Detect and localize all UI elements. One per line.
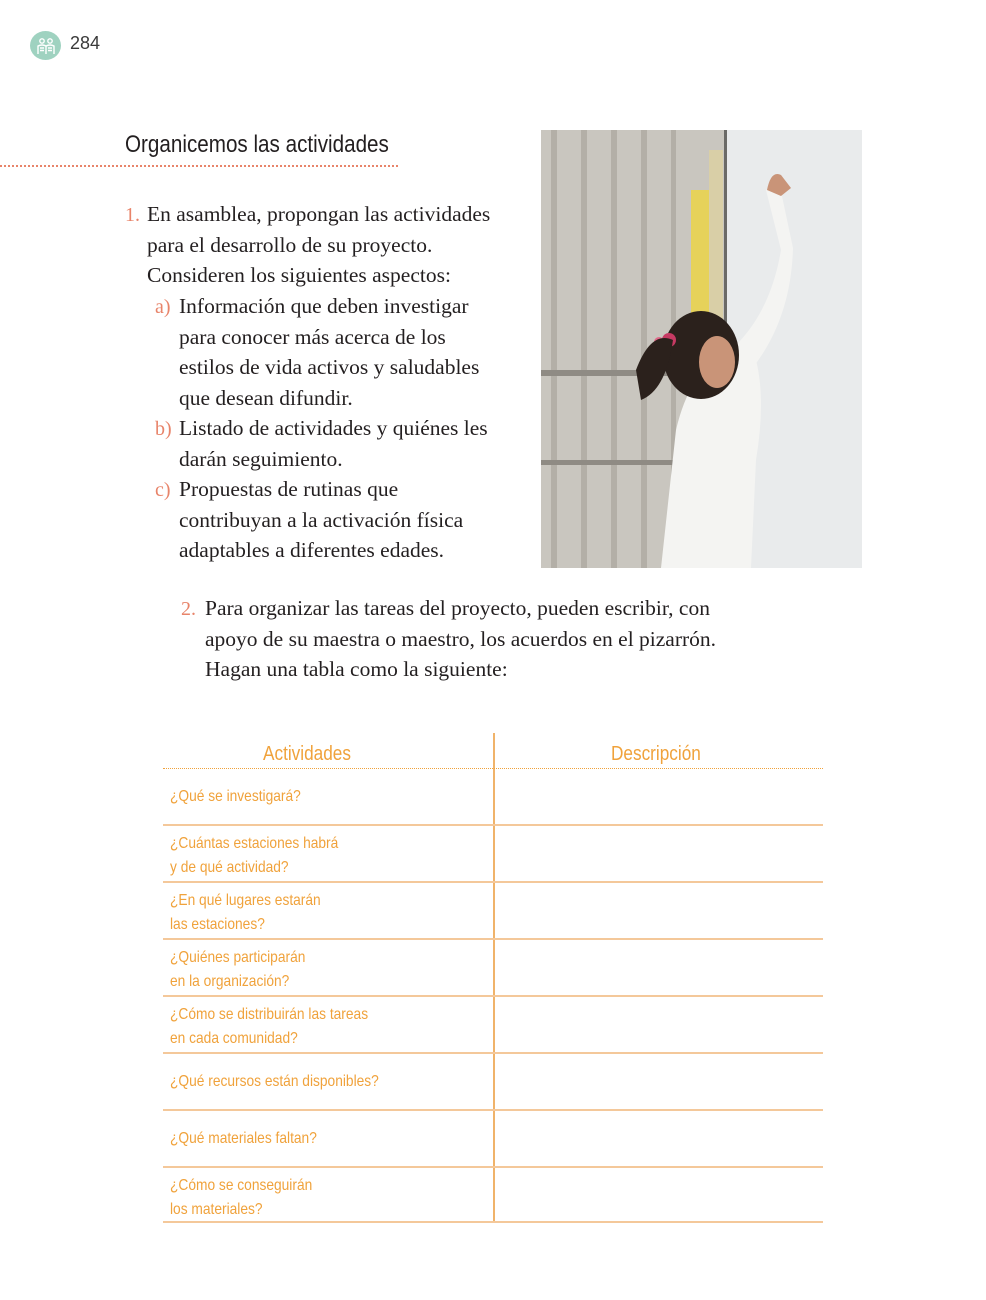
table-cell-activity: ¿Cuántas estaciones habrá y de qué actividad? [170,835,339,876]
instruction-2-line: Hagan una tabla como la siguiente: [205,657,508,682]
table-header-activities: Actividades [263,743,351,765]
reading-people-icon [36,37,56,55]
table-cell-activity: ¿Qué se investigará? [170,788,301,805]
instruction-2-line: Para organizar las tareas del proyecto, pueden escribir, con [205,596,710,620]
table-cell-activity: ¿En qué lugares estarán las estaciones? [170,892,321,933]
instruction-1-line: Consideren los siguientes aspectos: [147,263,451,288]
subitem-c-line: contribuyan a la activación física [179,507,464,532]
subitem-c [155,474,464,566]
table-cell-activity: ¿Quiénes participarán en la organización? [170,949,306,990]
instruction-1-line: En asamblea, propongan las actividades [147,202,491,226]
table-row [163,826,823,883]
table-cell-description[interactable] [495,883,823,938]
instruction-1-number: 1. [125,204,140,226]
subitem-b-line: darán seguimiento. [179,446,343,471]
subitem-c-letter: c) [155,479,171,501]
subitem-a-letter: a) [155,296,171,318]
table-cell-description[interactable] [495,1168,823,1221]
section-title: Organicemos las actividades [125,131,389,158]
table-cell-activity: ¿Qué materiales faltan? [170,1130,317,1147]
subitem-c-line: adaptables a diferentes edades. [179,538,445,563]
table-cell-description[interactable] [495,1054,823,1109]
instruction-2-number: 2. [181,598,196,620]
instruction-2-line: apoyo de su maestra o maestro, los acuerdos en el pizarrón. [205,626,717,651]
subitem-c-line: Propuestas de rutinas que [179,477,399,501]
subitem-b-letter: b) [155,418,172,440]
page-badge [30,31,61,60]
table-cell-activity: ¿Cómo se distribuirán las tareas en cada comunidad? [170,1006,369,1047]
table-cell-description[interactable] [495,997,823,1052]
instruction-1-line: para el desarrollo de su proyecto. [147,232,433,257]
table-row [163,1111,823,1168]
table-row [163,1054,823,1111]
table-row [163,769,823,826]
table-header-description: Descripción [611,743,701,765]
subitem-a-line: que desean difundir. [179,385,353,410]
instruction-1 [125,199,491,291]
subitem-a-line: Información que deben investigar [179,294,469,318]
table-cell-activity: ¿Cómo se conseguirán los materiales? [170,1177,313,1218]
table-row [163,883,823,940]
subitem-b [155,413,488,474]
subitem-a [155,291,480,413]
activities-table [163,733,823,1223]
table-cell-description[interactable] [495,940,823,995]
subitem-b-line: Listado de actividades y quiénes les [179,416,488,440]
table-cell-description[interactable] [495,1111,823,1166]
subitem-a-line: estilos de vida activos y saludables [179,355,480,380]
title-divider [0,165,398,167]
table-row [163,940,823,997]
table-cell-description[interactable] [495,826,823,881]
instruction-2 [181,593,717,685]
photo-girl-writing-on-whiteboard [541,130,862,568]
table-cell-activity: ¿Qué recursos están disponibles? [170,1073,379,1090]
page-number: 284 [70,33,101,53]
table-row [163,1168,823,1223]
table-cell-description[interactable] [495,769,823,824]
subitem-a-line: para conocer más acerca de los [179,324,446,349]
table-row [163,997,823,1054]
